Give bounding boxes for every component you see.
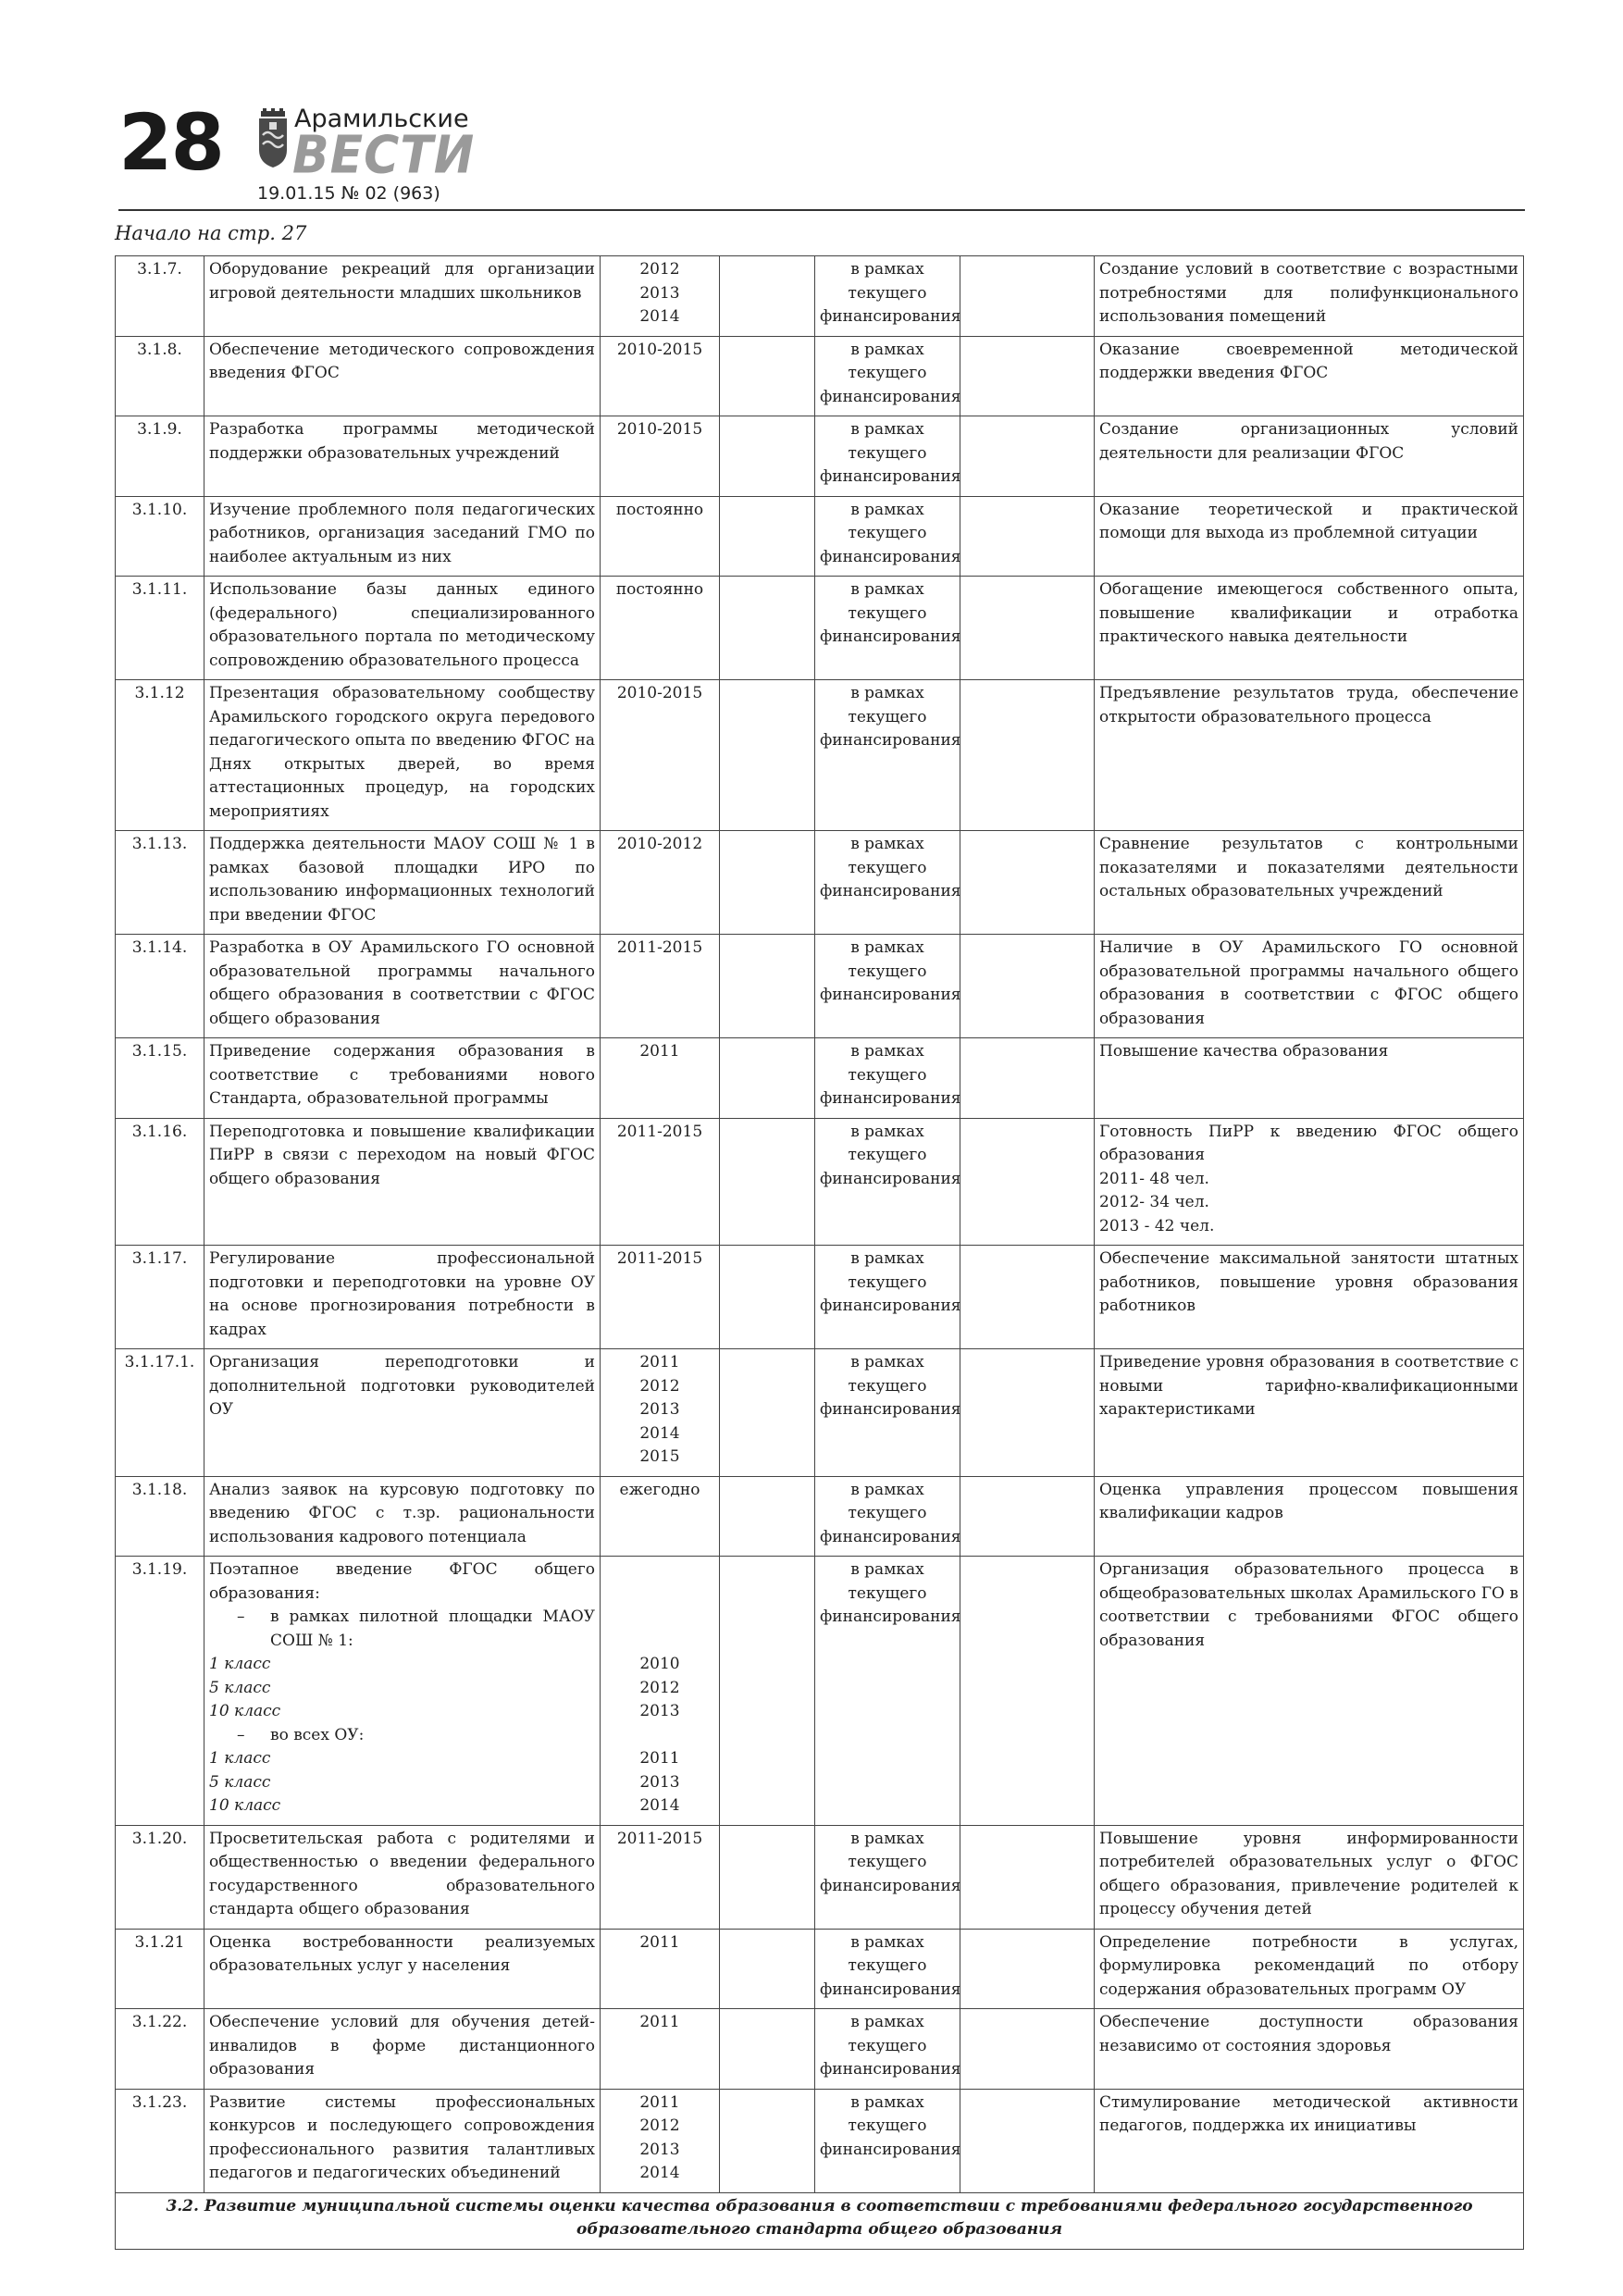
table-row [116, 577, 1524, 680]
measure-description [204, 577, 601, 680]
financing-source: в рамках текущего финансирования [815, 496, 960, 577]
table-row [116, 1038, 1524, 1119]
financing-source: в рамках текущего финансирования [815, 256, 960, 337]
empty-cell [720, 680, 815, 831]
table-row [116, 1929, 1524, 2009]
row-number: 3.1.12 [116, 680, 204, 831]
spacer [605, 1630, 714, 1654]
empty-cell [960, 1476, 1095, 1557]
implementation-period [601, 1476, 720, 1557]
table-row [116, 496, 1524, 577]
implementation-period [601, 1349, 720, 1477]
year-value: 2010-2015 [616, 340, 703, 359]
measure-description [204, 496, 601, 577]
empty-cell [720, 1246, 815, 1349]
measure-text: Разработка в ОУ Арамильского ГО основной образовательной программы начального общего образования в соответствии с ФГОС общего образования [209, 938, 595, 1028]
year-value: 2013 [639, 1772, 680, 1792]
year-value: 2012 [639, 2116, 680, 2135]
empty-cell [960, 496, 1095, 577]
implementation-period [601, 2009, 720, 2090]
measure-text: Регулирование профессиональной подготовки и переподготовки на уровне ОУ на основе прогнозирования потребности в кадрах [209, 1249, 595, 1339]
empty-cell [720, 1349, 815, 1477]
expected-result [1095, 2009, 1524, 2090]
empty-cell [720, 1825, 815, 1929]
row-number: 3.1.8. [116, 336, 204, 416]
measure-text: Развитие системы профессиональных конкурсов и последующего сопровождения профессионального развития талантливых педагогов и педагогических объединений [209, 2092, 595, 2182]
row-number: 3.1.7. [116, 256, 204, 337]
empty-cell [720, 1118, 815, 1246]
measure-text: Переподготовка и повышение квалификации ПиРР в связи с переходом на новый ФГОС общего образования [209, 1122, 595, 1188]
financing-source: в рамках текущего финансирования [815, 1557, 960, 1826]
measure-text: Обеспечение методического сопровождения введения ФГОС [209, 340, 595, 382]
expected-result [1095, 416, 1524, 497]
empty-cell [720, 1476, 815, 1557]
year-value: 2012 [639, 260, 680, 279]
empty-cell [720, 577, 815, 680]
year-value: 2011 [639, 1353, 680, 1371]
year-value: 2011 [639, 2013, 680, 2031]
result-text: Повышение уровня информированности потребителей образовательных услуг о ФГОС общего образования, привлечение родителей к процессу обучения детей [1099, 1829, 1518, 1918]
result-text: Стимулирование методической активности педагогов, поддержка их инициативы [1099, 2092, 1518, 2135]
implementation-period [601, 1825, 720, 1929]
year-value: 2011-2015 [616, 938, 703, 957]
coat-of-arms-icon [257, 107, 289, 168]
table-row [116, 680, 1524, 831]
measure-text: Поэтапное введение ФГОС общего образования: [209, 1560, 595, 1603]
measure-text: Анализ заявок на курсовую подготовку по введению ФГОС с т.зр. рациональности использования кадрового потенциала [209, 1480, 595, 1546]
expected-result [1095, 336, 1524, 416]
measure-text: Приведение содержания образования в соответствие с требованиями нового Стандарта, образовательной программы [209, 1042, 595, 1108]
measure-description [204, 1476, 601, 1557]
measure-description [204, 2089, 601, 2192]
row-number: 3.1.23. [116, 2089, 204, 2192]
spacer [605, 1558, 714, 1582]
measure-description [204, 831, 601, 935]
empty-cell [960, 1557, 1095, 1826]
measure-text: Поддержка деятельности МАОУ СОШ № 1 в рамках базовой площадки ИРО по использованию информационных технологий при введении ФГОС [209, 835, 595, 925]
table-row [116, 831, 1524, 935]
row-number: 3.1.15. [116, 1038, 204, 1119]
row-number: 3.1.17.1. [116, 1349, 204, 1477]
financing-source: в рамках текущего финансирования [815, 1349, 960, 1477]
dash-marker: – [237, 1725, 245, 1744]
result-text: Организация образовательного процесса в общеобразовательных школах Арамильского ГО в соответствии с требованиями ФГОС общего образования [1099, 1560, 1518, 1650]
result-text: Определение потребности в услугах, формулировка рекомендаций по отбору содержания образовательных программ ОУ [1099, 1932, 1518, 1999]
result-text: Приведение уровня образования в соответствие с новыми тарифно-квалификационными характеристиками [1099, 1353, 1518, 1419]
year-value: 2010-2012 [616, 835, 703, 853]
row-number: 3.1.22. [116, 2009, 204, 2090]
measure-description [204, 1118, 601, 1246]
empty-cell [720, 416, 815, 497]
table-row [116, 2009, 1524, 2090]
year-value: 2013 [639, 1702, 680, 1720]
measure-text: Изучение проблемного поля педагогических работников, организация заседаний ГМО по наиболее актуальным из них [209, 500, 595, 566]
year-value: 2014 [639, 1423, 680, 1443]
measure-text: Презентация образовательному сообществу Арамильского городского округа передового педагогического опыта по введению ФГОС на Днях открытых дверей, во время аттестационных процедур, на городских мероприятиях [209, 684, 595, 821]
masthead [118, 97, 1525, 209]
page-number: 28 [118, 97, 223, 188]
year-value: 2012 [639, 1376, 680, 1396]
row-number: 3.1.16. [116, 1118, 204, 1246]
implementation-period [601, 1118, 720, 1246]
expected-result [1095, 935, 1524, 1038]
expected-result [1095, 1557, 1524, 1826]
empty-cell [720, 1557, 815, 1826]
empty-cell [960, 1246, 1095, 1349]
result-text: Повышение качества образования [1099, 1042, 1389, 1061]
grade-label: 5 класс [209, 1678, 271, 1697]
pilot-stage-text: в рамках пилотной площадки МАОУ СОШ № 1: [270, 1607, 595, 1650]
empty-cell [720, 1929, 815, 2009]
empty-cell [720, 831, 815, 935]
implementation-period [601, 256, 720, 337]
year-value: 2014 [639, 307, 680, 326]
measure-description [204, 1929, 601, 2009]
expected-result [1095, 2089, 1524, 2192]
empty-cell [960, 2009, 1095, 2090]
empty-cell [960, 680, 1095, 831]
spacer [605, 1582, 714, 1607]
header-divider [118, 209, 1525, 211]
financing-source: в рамках текущего финансирования [815, 2009, 960, 2090]
financing-source: в рамках текущего финансирования [815, 1929, 960, 2009]
measure-text: Обеспечение условий для обучения детей-инвалидов в форме дистанционного образования [209, 2013, 595, 2079]
all-schools-stage-text: во всех ОУ: [270, 1725, 365, 1744]
table-row [116, 1557, 1524, 1826]
table-row [116, 1825, 1524, 1929]
result-text: Готовность ПиРР к введению ФГОС общего образования [1099, 1122, 1518, 1164]
year-value: 2010-2015 [616, 684, 703, 702]
result-text: Обеспечение максимальной занятости штатных работников, повышение уровня образования работников [1099, 1249, 1518, 1315]
expected-result [1095, 1929, 1524, 2009]
financing-source: в рамках текущего финансирования [815, 935, 960, 1038]
result-text: Оказание своевременной методической поддержки введения ФГОС [1099, 340, 1518, 382]
measure-description [204, 336, 601, 416]
spacer [605, 1606, 714, 1630]
result-count: 2013 - 42 чел. [1099, 1216, 1215, 1235]
measure-text: Использование базы данных единого (федерального) специализированного образовательного портала по методическому сопровождению образовательного процесса [209, 580, 595, 670]
empty-cell [960, 831, 1095, 935]
financing-source: в рамках текущего финансирования [815, 831, 960, 935]
expected-result [1095, 1476, 1524, 1557]
measure-description [204, 1038, 601, 1119]
section-heading-row [116, 2192, 1524, 2249]
all-schools-stage [237, 1724, 595, 1748]
implementation-period [601, 2089, 720, 2192]
section-heading: 3.2. Развитие муниципальной системы оценки качества образования в соответствии с требованиями федерального государственного образовательного стандарта общего образования [116, 2192, 1524, 2249]
expected-result [1095, 256, 1524, 337]
implementation-period [601, 496, 720, 577]
year-value: постоянно [615, 580, 704, 599]
measure-description [204, 256, 601, 337]
row-number: 3.1.19. [116, 1557, 204, 1826]
expected-result [1095, 680, 1524, 831]
year-value: 2010-2015 [616, 420, 703, 439]
spacer [605, 1724, 714, 1748]
empty-cell [720, 496, 815, 577]
implementation-period [601, 416, 720, 497]
empty-cell [720, 935, 815, 1038]
measure-description [204, 1349, 601, 1477]
issue-date-number: 19.01.15 № 02 (963) [257, 183, 440, 204]
empty-cell [960, 2089, 1095, 2192]
year-value: 2011 [639, 1749, 680, 1768]
financing-source: в рамках текущего финансирования [815, 1825, 960, 1929]
measure-text: Оценка востребованности реализуемых образовательных услуг у населения [209, 1932, 595, 1975]
expected-result [1095, 496, 1524, 577]
measure-description [204, 1557, 601, 1826]
year-value: ежегодно [619, 1480, 700, 1499]
year-value: 2012 [639, 1678, 680, 1697]
implementation-period [601, 336, 720, 416]
empty-cell [720, 256, 815, 337]
table-row [116, 1246, 1524, 1349]
year-value: 2014 [639, 1796, 680, 1815]
implementation-period [601, 577, 720, 680]
financing-source: в рамках текущего финансирования [815, 1038, 960, 1119]
grade-label: 10 класс [209, 1796, 281, 1815]
result-text: Оказание теоретической и практической помощи для выхода из проблемной ситуации [1099, 500, 1518, 542]
empty-cell [960, 336, 1095, 416]
empty-cell [960, 1038, 1095, 1119]
dash-marker: – [237, 1607, 245, 1626]
measure-description [204, 680, 601, 831]
row-number: 3.1.17. [116, 1246, 204, 1349]
expected-result [1095, 1825, 1524, 1929]
measure-text: Организация переподготовки и дополнительной подготовки руководителей ОУ [209, 1353, 595, 1419]
measure-description [204, 2009, 601, 2090]
row-number: 3.1.10. [116, 496, 204, 577]
implementation-period [601, 831, 720, 935]
result-text: Обеспечение доступности образования независимо от состояния здоровья [1099, 2013, 1518, 2055]
implementation-period [601, 680, 720, 831]
expected-result [1095, 1038, 1524, 1119]
implementation-period [601, 1038, 720, 1119]
financing-source: в рамках текущего финансирования [815, 577, 960, 680]
grade-label: 1 класс [209, 1655, 271, 1673]
year-value: постоянно [615, 500, 704, 519]
year-value: 2011-2015 [616, 1249, 703, 1268]
financing-source: в рамках текущего финансирования [815, 1476, 960, 1557]
empty-cell [720, 1038, 815, 1119]
expected-result [1095, 831, 1524, 935]
measure-text: Просветительская работа с родителями и общественностью о введении федерального государственного образовательного стандарта общего образования [209, 1829, 595, 1918]
financing-source: в рамках текущего финансирования [815, 336, 960, 416]
grade-label: 10 класс [209, 1702, 281, 1720]
year-value: 2014 [639, 2164, 680, 2182]
measure-description [204, 935, 601, 1038]
implementation-period [601, 1929, 720, 2009]
empty-cell [960, 1929, 1095, 2009]
table-row [116, 2089, 1524, 2192]
empty-cell [720, 2089, 815, 2192]
year-value: 2015 [639, 1447, 680, 1466]
table-row [116, 935, 1524, 1038]
table-row [116, 336, 1524, 416]
expected-result [1095, 577, 1524, 680]
empty-cell [960, 416, 1095, 497]
year-value: 2013 [639, 283, 680, 303]
empty-cell [720, 2009, 815, 2090]
financing-source: в рамках текущего финансирования [815, 416, 960, 497]
continued-from-note: Начало на стр. 27 [115, 222, 307, 244]
measure-description [204, 1246, 601, 1349]
row-number: 3.1.11. [116, 577, 204, 680]
table-row [116, 256, 1524, 337]
result-text: Наличие в ОУ Арамильского ГО основной образовательной программы начального общего образования в соответствии с ФГОС общего образования [1099, 938, 1518, 1028]
financing-source: в рамках текущего финансирования [815, 1118, 960, 1246]
table-row [116, 1118, 1524, 1246]
result-count: 2011- 48 чел. [1099, 1169, 1209, 1188]
implementation-period [601, 935, 720, 1038]
financing-source: в рамках текущего финансирования [815, 1246, 960, 1349]
row-number: 3.1.21 [116, 1929, 204, 2009]
expected-result [1095, 1246, 1524, 1349]
year-value: 2011 [639, 2092, 680, 2112]
implementation-period [601, 1246, 720, 1349]
empty-cell [960, 256, 1095, 337]
table-row [116, 1349, 1524, 1477]
result-count: 2012- 34 чел. [1099, 1193, 1209, 1211]
table-row [116, 416, 1524, 497]
result-text: Обогащение имеющегося собственного опыта, повышение квалификации и отработка практического навыка деятельности [1099, 580, 1518, 646]
empty-cell [960, 1349, 1095, 1477]
result-text: Сравнение результатов с контрольными показателями и показателями деятельности остальных образовательных учреждений [1099, 835, 1518, 900]
grade-label: 1 класс [209, 1749, 271, 1768]
year-value: 2011-2015 [616, 1122, 703, 1141]
row-number: 3.1.9. [116, 416, 204, 497]
empty-cell [960, 577, 1095, 680]
measure-text: Разработка программы методической поддержки образовательных учреждений [209, 420, 595, 463]
measure-description [204, 416, 601, 497]
table-row [116, 1476, 1524, 1557]
year-value: 2011-2015 [616, 1829, 703, 1848]
expected-result [1095, 1118, 1524, 1246]
year-value: 2013 [639, 2140, 680, 2159]
year-value: 2010 [639, 1655, 680, 1673]
result-text: Оценка управления процессом повышения квалификации кадров [1099, 1480, 1518, 1522]
logo-title-large: ВЕСТИ [292, 125, 476, 186]
grade-label: 5 класс [209, 1772, 271, 1792]
result-text: Создание условий в соответствие с возрастными потребностями для полифункционального использования помещений [1099, 260, 1518, 326]
row-number: 3.1.20. [116, 1825, 204, 1929]
financing-source: в рамках текущего финансирования [815, 680, 960, 831]
measure-description [204, 1825, 601, 1929]
measure-text: Оборудование рекреаций для организации игровой деятельности младших школьников [209, 260, 595, 303]
result-text: Создание организационных условий деятельности для реализации ФГОС [1099, 420, 1518, 463]
financing-source: в рамках текущего финансирования [815, 2089, 960, 2192]
year-value: 2011 [639, 1042, 680, 1061]
empty-cell [720, 336, 815, 416]
year-value: 2011 [639, 1932, 680, 1952]
expected-result [1095, 1349, 1524, 1477]
implementation-period [601, 1557, 720, 1826]
result-text: Предъявление результатов труда, обеспечение открытости образовательного процесса [1099, 684, 1518, 726]
row-number: 3.1.18. [116, 1476, 204, 1557]
empty-cell [960, 935, 1095, 1038]
row-number: 3.1.13. [116, 831, 204, 935]
year-value: 2013 [639, 1400, 680, 1419]
measures-table [115, 255, 1524, 2250]
empty-cell [960, 1118, 1095, 1246]
row-number: 3.1.14. [116, 935, 204, 1038]
logo-title-small: Арамильские [294, 105, 469, 133]
empty-cell [960, 1825, 1095, 1929]
pilot-stage [237, 1606, 595, 1653]
